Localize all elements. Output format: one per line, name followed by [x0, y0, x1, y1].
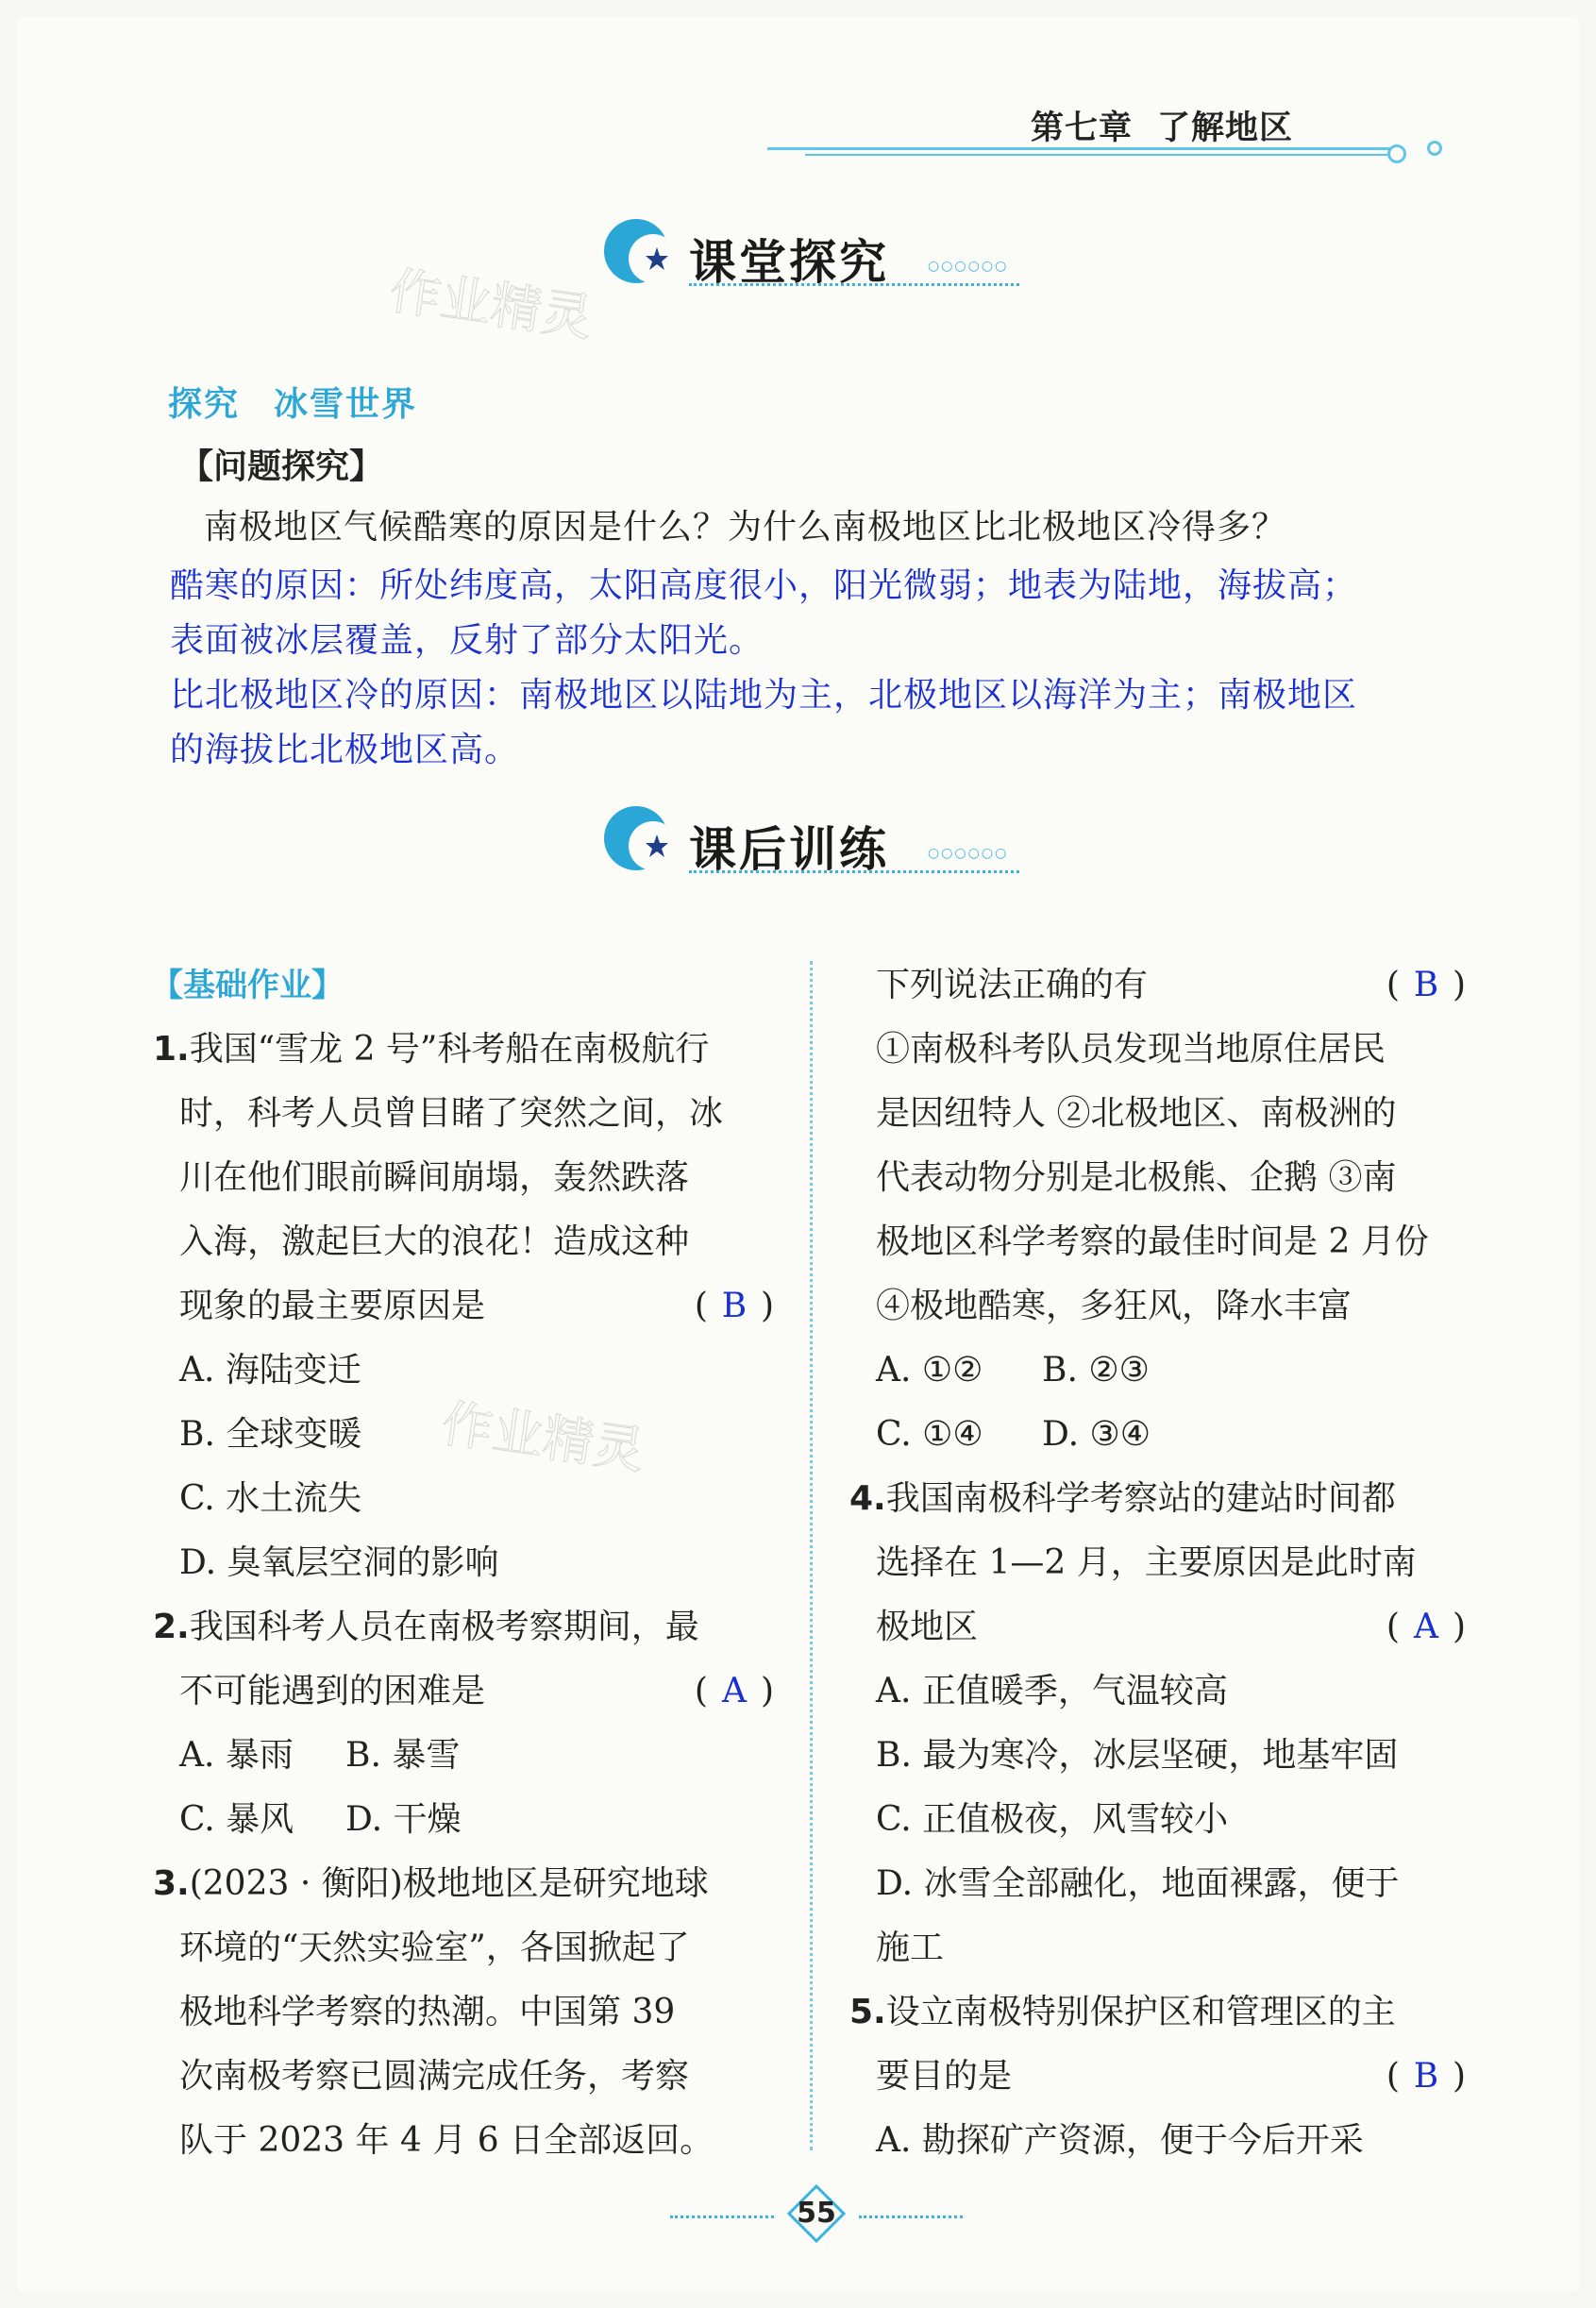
- text-line: [848, 2045, 1466, 2109]
- text-line: [151, 1146, 774, 1210]
- line-text: 环境的“天然实验室”，各国掀起了: [179, 1929, 690, 1967]
- star-moon-logo-icon: [602, 802, 678, 878]
- dots-decoration: ○○○○○○: [928, 846, 1009, 861]
- dotted-underline: [689, 283, 1019, 286]
- line-text: D. 臭氧层空洞的影响: [179, 1543, 499, 1582]
- line-text: 施工: [876, 1929, 945, 1967]
- basic-tag-line: [151, 953, 774, 1018]
- line-text: 次南极考察已圆满完成任务，考察: [179, 2057, 690, 2096]
- text-line: [848, 1339, 1466, 1403]
- line-text: 时，科考人员曾目睹了突然之间，冰: [179, 1094, 724, 1133]
- text-line: [848, 1274, 1466, 1339]
- header-rule: [767, 147, 1407, 160]
- question-text: 南极地区气候酷寒的原因是什么？为什么南极地区比北极地区冷得多？: [204, 508, 1287, 547]
- section-banner-classroom: [602, 215, 1036, 300]
- text-line: [848, 1595, 1466, 1659]
- question-number: 4.: [849, 1479, 886, 1518]
- line-text: ①南极科考队员发现当地原住居民: [876, 1030, 1386, 1069]
- text-line: [151, 2045, 774, 2109]
- text-line: [848, 1210, 1466, 1274]
- text-line: [848, 1788, 1466, 1852]
- answer-choice: A: [1413, 1608, 1438, 1646]
- watermark: 作业精灵: [386, 261, 596, 348]
- problem-subtitle: 【问题探究】: [179, 447, 384, 486]
- text-line: [848, 1403, 1466, 1467]
- explore-topic: 冰雪世界: [274, 385, 418, 424]
- text-line: [848, 1082, 1466, 1146]
- basic-homework-tag: 【基础作业】: [151, 967, 344, 1004]
- line-text: A. 海陆变迁: [179, 1351, 361, 1390]
- line-text: B. 全球变暖: [179, 1415, 362, 1454]
- chapter-title: 了解地区: [1157, 110, 1294, 147]
- header-ring-decoration: [1387, 144, 1406, 163]
- answer-bracket: ( B ): [695, 1274, 774, 1339]
- text-line: [151, 1595, 774, 1659]
- right-column: [848, 953, 1466, 2173]
- question-number: 3.: [153, 1864, 190, 1903]
- explore-heading: [168, 378, 417, 426]
- answer-choice: B: [721, 1287, 748, 1325]
- text-line: [151, 1659, 774, 1724]
- text-line: [151, 2109, 774, 2173]
- line-text: 我国南极科学考察站的建站时间都: [885, 1479, 1396, 1518]
- line-text: 要目的是: [876, 2057, 1013, 2096]
- text-line: [848, 1980, 1466, 2045]
- chapter-heading: [1031, 102, 1293, 149]
- text-line: [848, 1018, 1466, 1082]
- line-text: (2023 · 衡阳)极地地区是研究地球: [189, 1864, 709, 1903]
- footer-dotline-left: [670, 2215, 774, 2218]
- answer-choice: B: [1413, 966, 1439, 1004]
- text-line: [151, 1852, 774, 1916]
- answer-choice: A: [721, 1672, 747, 1710]
- text-line: [151, 1788, 774, 1852]
- text-line: [151, 1980, 774, 2045]
- text-line: [151, 1018, 774, 1082]
- page: [17, 17, 1579, 2291]
- column-divider: [810, 961, 813, 2150]
- answer-choice: B: [1413, 2057, 1439, 2096]
- option-text: B. ②③: [1042, 1351, 1150, 1390]
- text-line: [151, 1339, 774, 1403]
- question-number: 1.: [153, 1030, 190, 1069]
- answer-line: 酷寒的原因：所处纬度高，太阳高度很小，阳光微弱；地表为陆地，海拔高；: [170, 566, 1358, 605]
- line-text: 下列说法正确的有: [876, 966, 1149, 1004]
- text-line: [848, 953, 1466, 1018]
- section-title-classroom: 课堂探究: [689, 235, 889, 290]
- line-text: A. 正值暖季，气温较高: [876, 1672, 1228, 1710]
- line-text: 入海，激起巨大的浪花！造成这种: [179, 1222, 690, 1261]
- line-text: A. 暴雨: [179, 1736, 294, 1775]
- dotted-underline: [689, 870, 1019, 873]
- text-line: [848, 1531, 1466, 1595]
- line-text: A. 勘探矿产资源，便于今后开采: [876, 2121, 1364, 2160]
- line-text: D. 冰雪全部融化，地面裸露，便于: [876, 1864, 1400, 1903]
- line-text: ④极地酷寒，多狂风，降水丰富: [876, 1287, 1352, 1325]
- text-line: [848, 1724, 1466, 1788]
- line-text: 队于 2023 年 4 月 6 日全部返回。: [179, 2121, 714, 2160]
- text-line: [151, 1724, 774, 1788]
- text-line: [151, 1916, 774, 1980]
- footer-dotline-right: [859, 2215, 963, 2218]
- chapter-number: 第七章: [1031, 110, 1134, 147]
- question-number: 2.: [153, 1608, 190, 1646]
- answer-bracket: ( B ): [1386, 953, 1466, 1018]
- option-text: B. 暴雪: [345, 1736, 461, 1775]
- text-line: [848, 1467, 1466, 1531]
- line-text: 我国科考人员在南极考察期间，最: [189, 1608, 699, 1646]
- line-text: A. ①②: [876, 1351, 983, 1390]
- question-number: 5.: [849, 1993, 886, 2031]
- answer-line: 比北极地区冷的原因：南极地区以陆地为主，北极地区以海洋为主；南极地区: [170, 676, 1358, 715]
- line-text: 是因纽特人 ②北极地区、南极洲的: [876, 1094, 1397, 1133]
- text-line: [151, 1082, 774, 1146]
- line-text: 代表动物分别是北极熊、企鹅 ③南: [876, 1158, 1397, 1197]
- line-text: C. 暴风: [179, 1800, 294, 1839]
- line-text: 我国“雪龙 2 号”科考船在南极航行: [189, 1030, 710, 1069]
- answer-bracket: ( B ): [1386, 2045, 1466, 2109]
- line-text: 现象的最主要原因是: [179, 1287, 486, 1325]
- watermark: 作业精灵: [438, 1393, 648, 1481]
- dots-decoration: ○○○○○○: [928, 259, 1009, 274]
- text-line: [151, 1531, 774, 1595]
- text-line: [151, 1210, 774, 1274]
- section-banner-after-class: [602, 802, 1036, 887]
- answer-bracket: ( A ): [695, 1659, 774, 1724]
- header-ring-decoration-small: [1427, 141, 1442, 156]
- text-line: [848, 2109, 1466, 2173]
- line-text: 不可能遇到的困难是: [179, 1672, 486, 1710]
- text-line: [848, 1916, 1466, 1980]
- line-text: 极地区: [876, 1608, 979, 1646]
- text-line: [151, 1274, 774, 1339]
- page-number-text: 55: [797, 2197, 836, 2230]
- line-text: 选择在 1—2 月，主要原因是此时南: [876, 1543, 1417, 1582]
- text-line: [848, 1146, 1466, 1210]
- star-moon-logo-icon: [602, 215, 678, 291]
- page-footer: [670, 2184, 963, 2250]
- answer-line: 的海拔比北极地区高。: [170, 731, 520, 769]
- line-text: C. 水土流失: [179, 1479, 362, 1518]
- line-text: 川在他们眼前瞬间崩塌，轰然跌落: [179, 1158, 690, 1197]
- line-text: B. 最为寒冷，冰层坚硬，地基牢固: [876, 1736, 1399, 1775]
- text-line: [151, 1403, 774, 1467]
- line-text: 极地科学考察的热潮。中国第 39: [179, 1993, 676, 2031]
- section-title-after-class: 课后训练: [689, 822, 889, 877]
- left-column: [151, 953, 774, 2173]
- line-text: C. 正值极夜，风雪较小: [876, 1800, 1229, 1839]
- text-line: [151, 1467, 774, 1531]
- option-text: D. ③④: [1042, 1415, 1151, 1454]
- explore-label: 探究: [168, 385, 241, 424]
- answer-bracket: ( A ): [1386, 1595, 1466, 1659]
- option-text: D. 干燥: [345, 1800, 462, 1839]
- line-text: 极地区科学考察的最佳时间是 2 月份: [876, 1222, 1429, 1261]
- line-text: 设立南极特别保护区和管理区的主: [885, 1993, 1396, 2031]
- text-line: [848, 1659, 1466, 1724]
- line-text: C. ①④: [876, 1415, 983, 1454]
- text-line: [848, 1852, 1466, 1916]
- page-number: [787, 2184, 846, 2243]
- answer-line: 表面被冰层覆盖，反射了部分太阳光。: [170, 621, 764, 660]
